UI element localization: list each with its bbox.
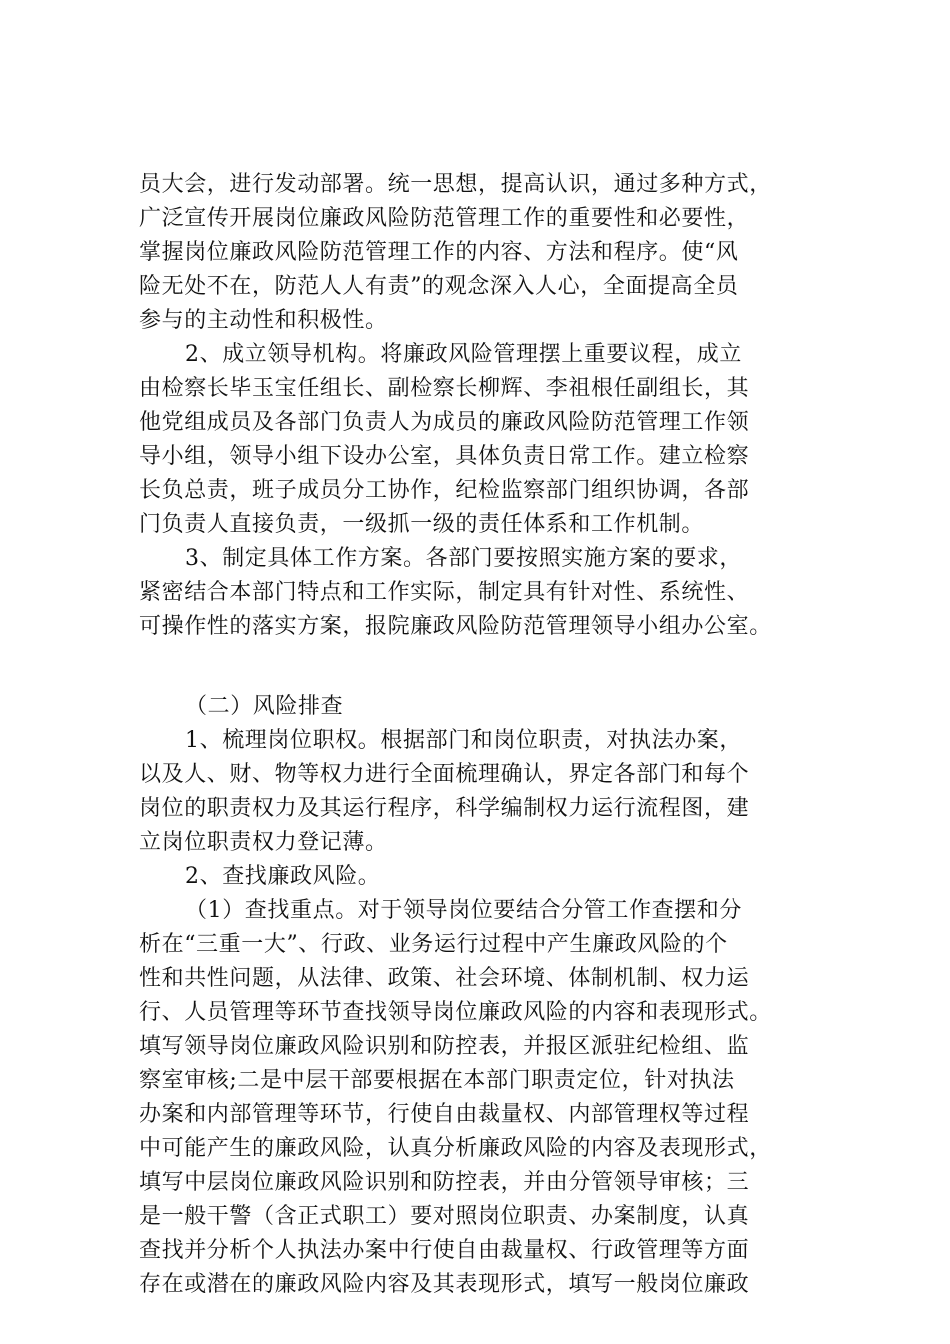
text-line: 门负责人直接负责，一级抓一级的责任体系和工作机制。: [139, 512, 705, 537]
section-heading: （二）风险排查: [185, 694, 344, 719]
text-line: 险无处不在，防范人人有责”的观念深入人心，全面提高全员: [139, 274, 739, 299]
text-line: 中可能产生的廉政风险，认真分析廉政风险的内容及表现形式，: [139, 1136, 772, 1161]
text-line: 广泛宣传开展岗位廉政风险防范管理工作的重要性和必要性，: [139, 206, 750, 231]
text-line: 存在或潜在的廉政风险内容及其表现形式，填写一般岗位廉政: [139, 1272, 750, 1297]
text-line: 员大会，进行发动部署。统一思想，提高认识，通过多种方式，: [139, 172, 772, 197]
paragraph-start-line: 1、梳理岗位职权。根据部门和岗位职责，对执法办案，: [185, 728, 742, 753]
text-line: 参与的主动性和积极性。: [139, 308, 388, 333]
text-line: 由检察长毕玉宝任组长、副检察长柳辉、李祖根任副组长，其: [139, 376, 750, 401]
text-line: 导小组，领导小组下设办公室，具体负责日常工作。建立检察: [139, 444, 750, 469]
text-line: 长负总责，班子成员分工协作，纪检监察部门组织协调，各部: [139, 478, 750, 503]
text-line: 办案和内部管理等环节，行使自由裁量权、内部管理权等过程: [139, 1102, 750, 1127]
paragraph-start-line: 2、查找廉政风险。: [185, 864, 381, 889]
paragraph-start-line: 2、成立领导机构。将廉政风险管理摆上重要议程，成立: [185, 342, 742, 367]
text-line: 填写中层岗位廉政风险识别和防控表，并由分管领导审核；三: [139, 1170, 750, 1195]
text-line: 紧密结合本部门特点和工作实际，制定具有针对性、系统性、: [139, 580, 750, 605]
document-body: [139, 168, 839, 1302]
text-line: 行、人员管理等环节查找领导岗位廉政风险的内容和表现形式。: [139, 1000, 772, 1025]
text-line: 以及人、财、物等权力进行全面梳理确认，界定各部门和每个: [139, 762, 750, 787]
text-line: 可操作性的落实方案，报院廉政风险防范管理领导小组办公室。: [139, 614, 772, 639]
text-line: 查找并分析个人执法办案中行使自由裁量权、行政管理等方面: [139, 1238, 750, 1263]
paragraph-start-line: （1）查找重点。对于领导岗位要结合分管工作查摆和分: [185, 898, 742, 923]
paragraph-start-line: 3、制定具体工作方案。各部门要按照实施方案的要求，: [185, 546, 742, 571]
text-line: 析在“三重一大”、行政、业务运行过程中产生廉政风险的个: [139, 932, 728, 957]
text-line: 他党组成员及各部门负责人为成员的廉政风险防范管理工作领: [139, 410, 750, 435]
text-line: 掌握岗位廉政风险防范管理工作的内容、方法和程序。使“风: [139, 240, 739, 265]
text-line: 察室审核;二是中层干部要根据在本部门职责定位，针对执法: [139, 1068, 735, 1093]
section-gap: [139, 644, 839, 690]
text-line: 是一般干警（含正式职工）要对照岗位职责、办案制度，认真: [139, 1204, 750, 1229]
text-line: 性和共性问题，从法律、政策、社会环境、体制机制、权力运: [139, 966, 750, 991]
text-line: 立岗位职责权力登记薄。: [139, 830, 388, 855]
text-line: 岗位的职责权力及其运行程序，科学编制权力运行流程图，建: [139, 796, 750, 821]
text-line: 填写领导岗位廉政风险识别和防控表，并报区派驻纪检组、监: [139, 1034, 750, 1059]
